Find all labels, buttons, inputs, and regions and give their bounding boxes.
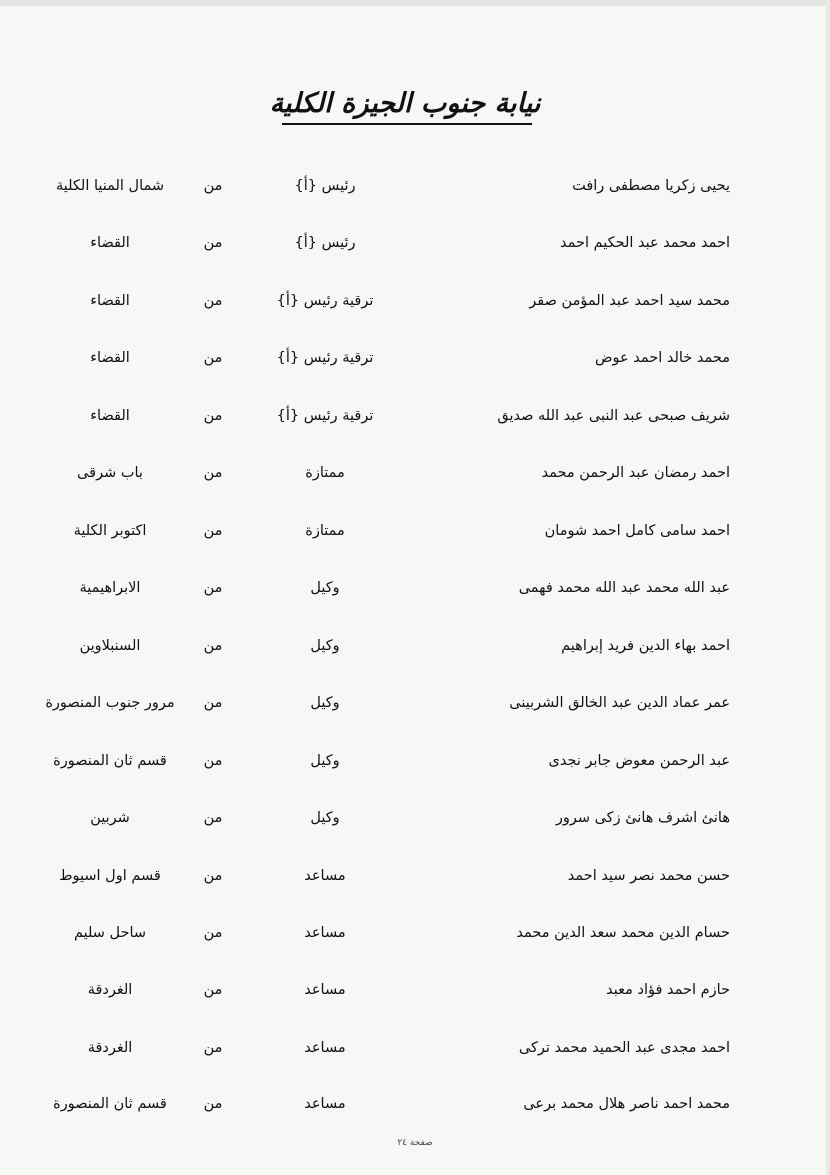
list-item	[0, 970, 830, 1010]
grade-label: مساعد	[304, 868, 346, 884]
from-label: من	[203, 293, 223, 309]
origin-label: ساحل سليم	[73, 925, 147, 941]
person-name: احمد بهاء الدين فريد إبراهيم	[561, 638, 730, 654]
origin-label: القضاء	[90, 293, 130, 309]
person-name: احمد رمضان عبد الرحمن محمد	[541, 465, 730, 481]
grade-label: ترقية رئيس {أ}	[276, 350, 374, 366]
list-item	[0, 281, 830, 321]
person-name: حازم احمد فؤاد معبد	[606, 982, 730, 998]
person-name: حسن محمد نصر سيد احمد	[567, 868, 730, 884]
person-name: محمد خالد احمد عوض	[594, 350, 730, 366]
list-item	[0, 683, 830, 723]
person-name: احمد مجدى عبد الحميد محمد تركى	[518, 1040, 730, 1056]
from-label: من	[203, 408, 223, 424]
from-label: من	[203, 1040, 223, 1056]
origin-label: اكتوبر الكلية	[73, 523, 147, 539]
origin-label: قسم ثان المنصورة	[53, 1096, 167, 1112]
origin-label: شمال المنيا الكلية	[55, 178, 165, 194]
person-name: احمد سامى كامل احمد شومان	[544, 523, 730, 539]
person-name: يحيى زكريا مصطفى رافت	[572, 178, 730, 194]
grade-label: ممتازة	[305, 523, 345, 539]
person-name: احمد محمد عبد الحكيم احمد	[559, 235, 730, 251]
person-name: محمد احمد ناصر هلال محمد برعى	[523, 1096, 730, 1112]
origin-label: الغردقة	[87, 982, 133, 998]
grade-label: رئيس {أ}	[294, 235, 356, 251]
page-number: صفحة ٢٤	[397, 1138, 433, 1148]
from-label: من	[203, 580, 223, 596]
from-label: من	[203, 868, 223, 884]
grade-label: وكيل	[310, 753, 340, 769]
grade-label: رئيس {أ}	[294, 178, 356, 194]
grade-label: ترقية رئيس {أ}	[276, 293, 374, 309]
from-label: من	[203, 235, 223, 251]
person-name: حسام الدين محمد سعد الدين محمد	[516, 925, 730, 941]
grade-label: مساعد	[304, 1096, 346, 1112]
grade-label: مساعد	[304, 925, 346, 941]
from-label: من	[203, 1096, 223, 1112]
grade-label: مساعد	[304, 982, 346, 998]
list-item	[0, 1028, 830, 1068]
person-name: شريف صبحى عبد النبى عبد الله صديق	[497, 408, 730, 424]
list-item	[0, 913, 830, 953]
list-item	[0, 223, 830, 263]
from-label: من	[203, 350, 223, 366]
grade-label: ترقية رئيس {أ}	[276, 408, 374, 424]
from-label: من	[203, 982, 223, 998]
list-item	[0, 1084, 830, 1124]
grade-label: وكيل	[310, 695, 340, 711]
origin-label: القضاء	[90, 235, 130, 251]
origin-label: السنبلاوين	[79, 638, 141, 654]
list-item	[0, 856, 830, 896]
grade-label: وكيل	[310, 580, 340, 596]
grade-label: وكيل	[310, 810, 340, 826]
person-name: محمد سيد احمد عبد المؤمن صقر	[529, 293, 730, 309]
list-item	[0, 396, 830, 436]
list-item	[0, 511, 830, 551]
list-item	[0, 166, 830, 206]
grade-label: وكيل	[310, 638, 340, 654]
origin-label: الابراهيمية	[79, 580, 141, 596]
list-item	[0, 568, 830, 608]
origin-label: قسم اول اسيوط	[59, 868, 161, 884]
page-title: نيابة جنوب الجيزة الكلية	[269, 88, 541, 119]
from-label: من	[203, 523, 223, 539]
origin-label: شربين	[90, 810, 130, 826]
person-name: عمر عماد الدين عبد الخالق الشربينى	[509, 695, 730, 711]
person-name: عبد الرحمن معوض جابر نجدى	[548, 753, 730, 769]
origin-label: الغردقة	[87, 1040, 133, 1056]
origin-label: القضاء	[90, 350, 130, 366]
origin-label: القضاء	[90, 408, 130, 424]
from-label: من	[203, 465, 223, 481]
grade-label: ممتازة	[305, 465, 345, 481]
list-item	[0, 338, 830, 378]
from-label: من	[203, 810, 223, 826]
list-item	[0, 453, 830, 493]
origin-label: قسم ثان المنصورة	[53, 753, 167, 769]
from-label: من	[203, 638, 223, 654]
from-label: من	[203, 753, 223, 769]
list-item	[0, 626, 830, 666]
from-label: من	[203, 695, 223, 711]
list-item	[0, 741, 830, 781]
person-name: عبد الله محمد عبد الله محمد فهمى	[518, 580, 730, 596]
list-item	[0, 798, 830, 838]
origin-label: باب شرقى	[77, 465, 143, 481]
origin-label: مرور جنوب المنصورة	[45, 695, 175, 711]
person-name: هانئ اشرف هانئ زكى سرور	[555, 810, 730, 826]
grade-label: مساعد	[304, 1040, 346, 1056]
from-label: من	[203, 178, 223, 194]
from-label: من	[203, 925, 223, 941]
